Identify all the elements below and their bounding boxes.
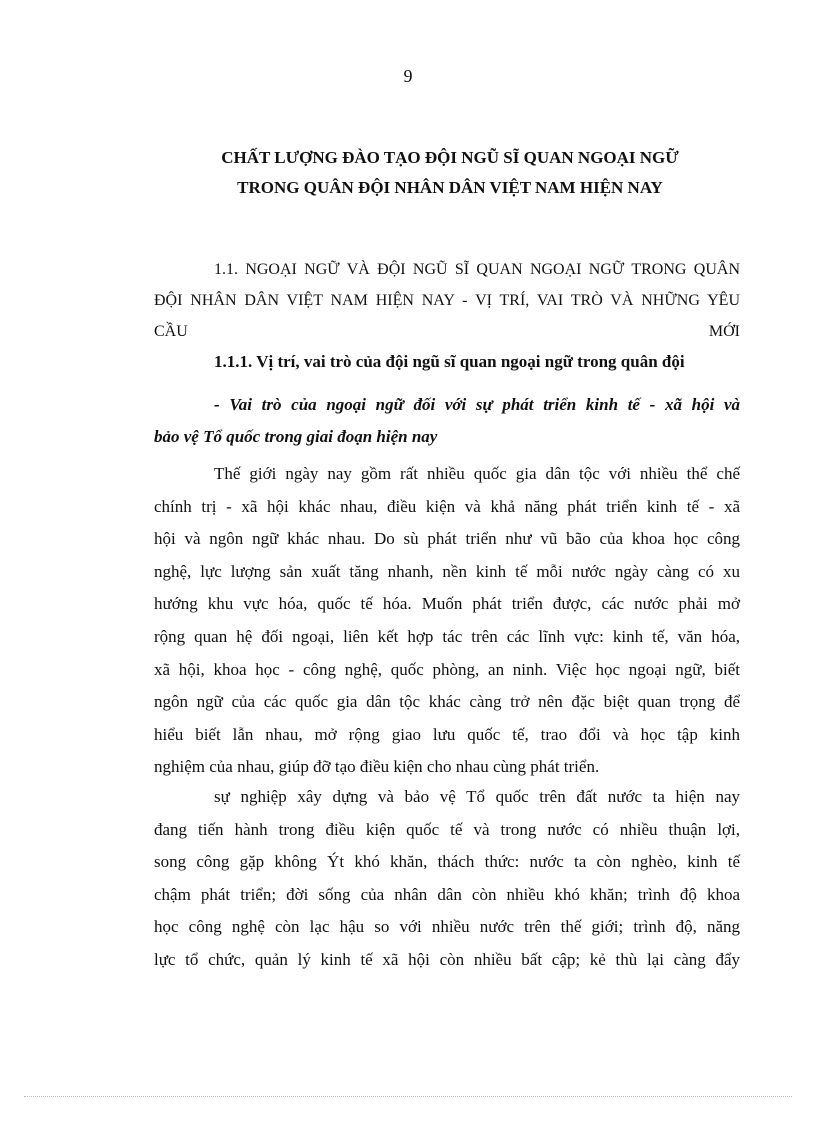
paragraph-line: sự nghiệp xây dựng và bảo vệ Tổ quốc trên đất nước ta hiện nay xyxy=(214,787,740,806)
paragraph-line: chính trị - xã hội khác nhau, điều kiện và khả năng phát triển kinh tế - xã xyxy=(154,496,740,516)
paragraph-line: chậm phát triển; đời sống của nhân dân còn nhiều khó khăn; trình độ khoa xyxy=(154,884,740,904)
section-heading-line: CẦU MỚI xyxy=(154,323,740,340)
section-heading-line: 1.1. NGOẠI NGỮ VÀ ĐỘI NGŨ SĨ QUAN NGOẠI NGỮ TRONG QUÂN xyxy=(214,261,740,278)
chapter-title-line: CHẤT LƯỢNG ĐÀO TẠO ĐỘI NGŨ SĨ QUAN NGOẠI NGỮ xyxy=(221,148,679,167)
paragraph-line: đang tiến hành trong điều kiện quốc tế và trong nước có nhiều thuận lợi, xyxy=(154,819,740,839)
italic-heading-line: bảo vệ Tổ quốc trong giai đoạn hiện nay xyxy=(154,427,438,446)
paragraph-line: lực tổ chức, quản lý kinh tế xã hội còn nhiều bất cập; kẻ thù lại càng đẩy xyxy=(154,949,740,969)
paragraph-line: xã hội, khoa học - công nghệ, quốc phòng, an ninh. Việc học ngoại ngữ, biết xyxy=(154,659,740,679)
page-bottom-divider xyxy=(24,1096,792,1097)
paragraph-line: nghệ, lực lượng sản xuất tăng nhanh, nền kinh tế mỗi nước ngày càng có xu xyxy=(154,561,740,581)
paragraph-line: Thế giới ngày nay gồm rất nhiều quốc gia dân tộc với nhiều thể chế xyxy=(214,464,740,483)
section-heading-line: ĐỘI NHÂN DÂN VIỆT NAM HIỆN NAY - VỊ TRÍ, VAI TRÒ VÀ NHỮNG YÊU xyxy=(154,292,740,309)
paragraph-line: hội và ngôn ngữ khác nhau. Do sù phát triển như vũ bão của khoa học công xyxy=(154,529,740,549)
italic-heading xyxy=(154,389,740,453)
paragraph-line: song công gặp không Ýt khó khăn, thách thức: nước ta còn nghèo, kinh tế xyxy=(154,852,740,872)
paragraph-line: hướng khu vực hóa, quốc tế hóa. Muốn phát triển được, các nước phải mở xyxy=(154,594,740,614)
paragraph-line: rộng quan hệ đối ngoại, liên kết hợp tác trên các lĩnh vực: kinh tế, văn hóa, xyxy=(154,626,740,646)
paragraph-line: học công nghệ còn lạc hậu so với nhiều nước trên thế giới; trình độ, năng xyxy=(154,917,740,937)
italic-heading-line: - Vai trò của ngoại ngữ đối với sự phát triển kinh tế - xã hội và xyxy=(214,395,740,414)
paragraph-line: ngôn ngữ của các quốc gia dân tộc khác càng trở nên đặc biệt quan trọng để xyxy=(154,692,740,712)
chapter-title-line: TRONG QUÂN ĐỘI NHÂN DÂN VIỆT NAM HIỆN NAY xyxy=(237,178,663,197)
chapter-title xyxy=(150,143,750,203)
subsection-heading: 1.1.1. Vị trí, vai trò của đội ngũ sĩ quan ngoại ngữ trong quân đội xyxy=(214,352,685,371)
section-heading xyxy=(154,254,740,347)
body-paragraph xyxy=(154,781,740,977)
paragraph-line: hiểu biết lẫn nhau, mở rộng giao lưu quốc tế, trao đổi và học tập kinh xyxy=(154,724,740,744)
body-paragraph xyxy=(154,458,740,784)
paragraph-line: nghiệm của nhau, giúp đỡ tạo điều kiện cho nhau cùng phát triển. xyxy=(154,757,600,777)
page-number: 9 xyxy=(403,66,413,86)
